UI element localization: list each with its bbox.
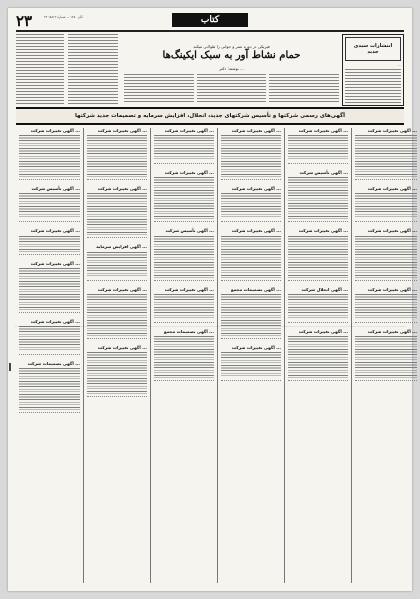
notice-title: آگهی تغییرات شرکت ... — [231, 344, 281, 350]
notice-body — [19, 193, 80, 219]
notice-title: آگهی تغییرات شرکت ... — [30, 318, 80, 324]
article-byline: نوشته: دکتر ... — [219, 66, 244, 71]
notice-title: آگهی تغییرات شرکت ... — [30, 260, 80, 266]
notice-body — [154, 294, 214, 320]
notice-item — [19, 261, 80, 313]
notice-item — [19, 186, 80, 222]
notice-item — [355, 128, 417, 180]
notice-title: آگهی تغییرات شرکت ... — [97, 344, 147, 350]
notice-item — [355, 287, 417, 323]
notice-item — [221, 228, 281, 280]
notice-title: آگهی تغییرات شرکت ... — [298, 228, 348, 234]
notice-item — [288, 228, 348, 280]
notice-body — [19, 135, 80, 177]
notice-body — [221, 294, 281, 336]
notice-title: آگهی تصمیمات مجمع ... — [230, 286, 281, 292]
banner-text: آگهی‌های رسمی شرکتها و تأسیس شرکتهای جدید، انحلال، افزایش سرمایه و تصمیمات جدید شرکتها — [74, 113, 346, 119]
notice-body — [355, 294, 417, 320]
notice-item — [288, 170, 348, 222]
article-body-column — [124, 74, 194, 102]
notice-body — [87, 193, 147, 235]
notice-body — [87, 135, 147, 177]
feature-article — [124, 34, 339, 104]
notice-title: آگهی تغییرات شرکت ... — [164, 286, 214, 292]
notice-body — [19, 236, 80, 252]
page-number: ۲۳ — [16, 12, 33, 30]
notice-title: آگهی تغییرات شرکت ... — [97, 286, 147, 292]
notice-item — [221, 128, 281, 180]
section-title: کتاب — [172, 13, 248, 27]
notice-item — [355, 329, 417, 381]
notice-item — [154, 170, 214, 222]
second-text-column — [68, 34, 118, 104]
notice-body — [19, 326, 80, 352]
newspaper-page — [8, 8, 417, 591]
notice-body — [288, 135, 348, 161]
notice-body — [87, 294, 147, 336]
notice-title: آگهی تغییرات شرکت ... — [231, 128, 281, 133]
notice-item — [221, 345, 281, 381]
notice-item — [87, 345, 147, 397]
notice-item — [87, 186, 147, 238]
advertisement-note: ... — [398, 63, 401, 67]
notice-item — [288, 287, 348, 323]
notice-item — [87, 244, 147, 280]
notice-body — [19, 368, 80, 410]
notice-item — [19, 128, 80, 180]
notice-title: آگهی تغییرات شرکت ... — [30, 128, 80, 133]
article-headline: حمام نشاط آور به سبک ایکینگ‌ها — [162, 50, 301, 61]
notice-item — [288, 329, 348, 381]
article-body-column — [269, 74, 339, 102]
margin-mark — [9, 363, 11, 371]
issue-date: ۲۴ آبان ۱۳۸۰ — شماره ۱۸۸۱۳ — [44, 15, 83, 19]
notice-title: آگهی تغییرات شرکت ... — [298, 128, 348, 133]
article-body-column — [197, 74, 267, 102]
book-advertisement — [342, 34, 404, 106]
notice-title: آگهی تغییرات شرکت ... — [164, 170, 214, 176]
notice-item — [19, 319, 80, 355]
notice-title: آگهی تغییرات شرکت ... — [367, 186, 417, 192]
notice-item — [355, 228, 417, 280]
notice-title: آگهی تأسیس شرکت ... — [165, 228, 214, 234]
notice-body — [355, 193, 417, 219]
notice-body — [154, 177, 214, 219]
notice-column-5 — [284, 128, 351, 583]
notice-title: آگهی تغییرات شرکت ... — [30, 228, 80, 234]
advertisement-body — [345, 69, 401, 103]
notice-title: آگهی تغییرات شرکت ... — [231, 186, 281, 192]
notice-body — [154, 236, 214, 278]
notice-body — [221, 352, 281, 378]
notice-item — [154, 128, 214, 164]
notice-column-2 — [83, 128, 150, 583]
notice-body — [221, 135, 281, 177]
notice-body — [154, 336, 214, 378]
notice-item — [154, 228, 214, 280]
notice-title: آگهی تغییرات شرکت ... — [97, 128, 147, 133]
notice-body — [221, 236, 281, 278]
notice-title: آگهی تأسیس شرکت ... — [31, 186, 80, 192]
notice-body — [288, 177, 348, 219]
left-text-column — [16, 34, 64, 104]
notice-title: آگهی تغییرات شرکت ... — [367, 328, 417, 334]
notice-body — [355, 336, 417, 378]
notice-title: آگهی تغییرات شرکت ... — [367, 128, 417, 133]
notice-title: آگهی تغییرات شرکت ... — [367, 286, 417, 292]
notice-body — [221, 193, 281, 219]
notice-item — [87, 287, 147, 339]
notice-item — [154, 329, 214, 381]
notice-item — [221, 287, 281, 339]
notice-body — [87, 252, 147, 278]
notice-body — [19, 268, 80, 310]
notice-body — [87, 352, 147, 394]
notice-item — [19, 228, 80, 254]
notice-title: آگهی تأسیس شرکت ... — [299, 170, 348, 176]
notice-body — [288, 294, 348, 320]
advertisement-title: انتشارات سیدی — [353, 43, 393, 49]
notice-item — [87, 128, 147, 180]
page-fold — [14, 326, 406, 327]
notice-body — [355, 236, 417, 278]
top-feature-band — [16, 34, 404, 104]
notice-column-1 — [16, 128, 83, 583]
advertisement-heading — [345, 37, 401, 61]
notice-title: آگهی تغییرات شرکت ... — [231, 228, 281, 234]
notice-title: آگهی تصمیمات شرکت ... — [27, 361, 80, 367]
notice-title: آگهی تغییرات شرکت ... — [298, 328, 348, 334]
notice-column-6 — [351, 128, 420, 583]
notice-item — [19, 361, 80, 413]
article-body — [124, 74, 339, 102]
notice-body — [154, 135, 214, 161]
notice-title: آگهی انحلال شرکت ... — [301, 286, 348, 292]
notice-body — [288, 336, 348, 378]
notice-title: آگهی افزایش سرمایه ... — [96, 244, 147, 250]
notice-title: آگهی تغییرات شرکت ... — [97, 186, 147, 192]
notice-item — [221, 186, 281, 222]
notice-column-4 — [217, 128, 284, 583]
advertisement-subtitle: جدید — [367, 49, 379, 55]
notice-title: آگهی تصمیمات مجمع ... — [163, 328, 214, 334]
legal-notices-grid — [16, 128, 417, 583]
notice-body — [355, 135, 417, 177]
notice-title: آگهی تغییرات شرکت ... — [367, 228, 417, 234]
notice-column-3 — [150, 128, 217, 583]
notice-item — [288, 128, 348, 164]
notice-item — [154, 287, 214, 323]
notice-title: آگهی تغییرات شرکت ... — [164, 128, 214, 133]
notices-banner — [16, 107, 404, 125]
notice-item — [355, 186, 417, 222]
notice-body — [288, 236, 348, 278]
page-header — [16, 14, 404, 32]
article-kicker: فیزیکی در دوره عمر و جوانی را طولانی میکند — [193, 44, 270, 49]
